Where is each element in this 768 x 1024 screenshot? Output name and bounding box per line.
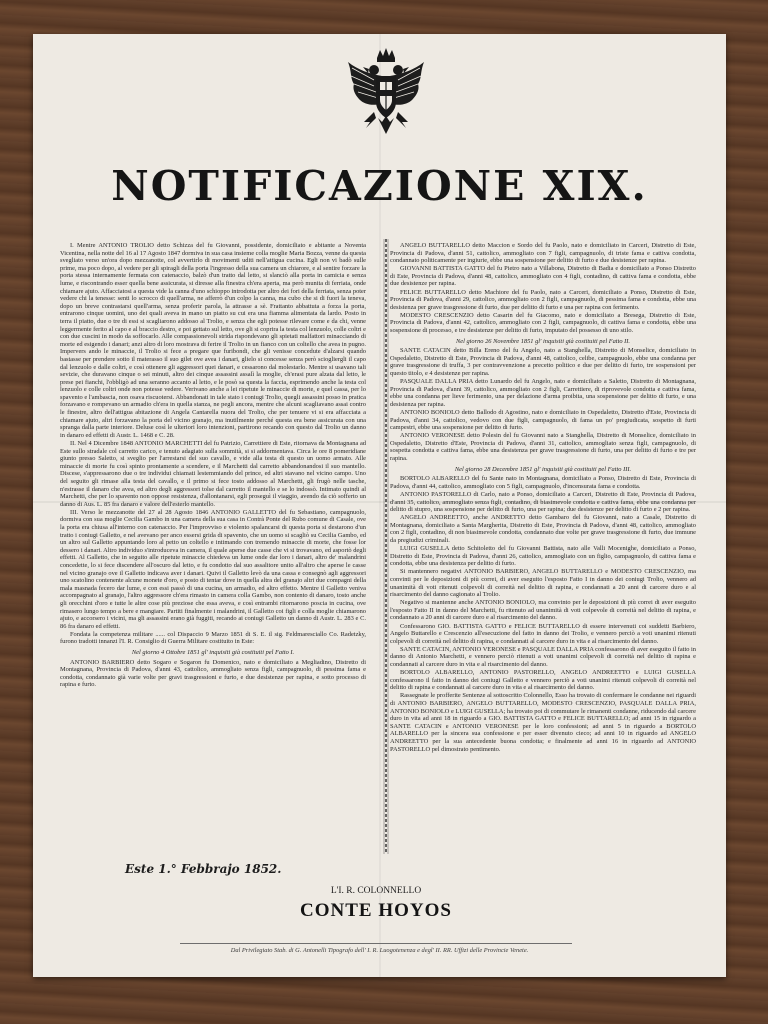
paragraph: Negativo si mantenne anche ANTONIO BONIOLO, ma convinto per le deposizioni di più correi di aver eseguito l'esposto Fatto II in danno del Marchetti, fu ritenuto ad unanimità di voti colpevole di correità nel delitto di rapina, e condannato a 20 anni di carcere duro e al risarcimento del danno. [390,599,696,622]
paragraph: FELICE BUTTARELLO detto Machiore del fu Paolo, nato a Carceri, domiciliato a Ponso, Distretto di Este, Provincia di Padova, d'anni 29, cattolico, ammogliato con 2 figli, campagnuolo, di pessima fama e condotta, ebbe una desistenza per grave trasgressione di furto, due per delitto di furto e una per rapina con ferimento. [390,288,696,311]
right-text-column [390,242,696,854]
left-text-column [60,242,366,854]
paragraph: BORTOLO ALBARELLO del fu Sante nato in Montagnana, domiciliato a Ponso, Distretto di Este, Provincia di Padova, d'anni 44, cattolico, ammogliato con 5 figli, campagnuolo, d'incensurata fama e condotta. [390,475,696,490]
section-heading: Nel giorno 26 Novembre 1851 gl' inquisiti già costituiti pel Fatto II. [455,337,631,345]
paragraph: LUIGI GUSELLA detto Schitoletto del fu Giovanni Battista, nato alle Valli Mocenighe, domiciliato a Ponso, Distretto di Este, Provincia di Padova, d'anni 26, cattolico, ammogliato con un figlio, campagnuolo, di cattiva fama e condotta, ebbe una desistenza per delitto di furto. [390,545,696,568]
paragraph: III. Verso le mezzanotte del 27 al 28 Agosto 1846 ANTONIO GALLETTO del fu Sebastiano, campagnuolo, dormiva con sua moglie Cecilia Gambo in una camera della sua casa in Contrà Ponte del Rubo comune di Casale, ove la porta era chiusa all'interno con catenaccio. Per l'improvviso e violento spalancarsi di questa porta si destarono d'un tratto i coniugi Galletto, e nel avevano per anco essersi grida di spavento, che un uomo si scagliò su Cecilia Gambo, ed un altro sul Galletto appuntando loro al petto un coltello e intimando con tremendo minaccie di morte, che fosse lor dessero i danari. Altro individuo s'introduceva in camera, il quale aperse due casse che vi si trovavano, ed asportò degli effetti. Al Galletto, che in seguito alle ripetute minaccie chiedeva un lume onde dar loro i danari, altro de' malandrini concedette, lo si fece discendere all'oscuro dal letto, e fu condotto dal suo assalitore unito all'altro che aperse le casse nel vicino granajo ove il Galletto indicava aver i danari. Quivi il Galletto levò da una cassa e consegnò agli aggressori uno scatolino contenente alcune monete d'oro, e posto di tentar dove in quella altra del granajo altri due compagni della mala masnada fecero dar lume, e con essi passò di una cucina, un armadio, ed altro effetto. Mentre il Galletto veniva accompagnato al granajo, l'altro aggressore ch'era rimasto in camera colla Gambo, non contento di danaro, tosto anche gli orecchini d'oro e tutte le altre cose più preziose che essa aveva, e così entrambi ritornarono poscia in cucina, ove rimasero lungo tempo a bere e mangiare. Partiti finalmente i malandrini, il Galletto coi figli e colla moglie chiamarono ajuto, e accorsero i vicini, ma gli assassini erano già fuggiti, recando ai coniugi Galletto un danno di Austr. L. 283 e C. 86 fra danaro ed effetti. [60,508,366,630]
paragraph: I. Mentre ANTONIO TROLIO detto Schizza del fu Giovanni, possidente, domiciliato e abitante a Noventa Vicentina, nella notte del 16 al 17 Agosto 1847 dormiva in sua casa insieme colla moglie Maria Bozza, venne da questa svegliato verso un'ora dopo mezzanotte, col avvertirlo di movimenti uditi nell'attigua cucina. Egli non vi badò sulle prime, ma poco dopo, al vedere per gli spiragli della porta l'ingresso della sua camera un chiarore, e al sentire forzare la porta stessa internamente fermata con catenaccio, balzò d'un tratto dal letto, si slanciò alla porta in camicia e senza lume, e riscontrando esser quella bene assicurata, si diresse alla finestra ch'era aperta, ma però munita di ferriata, onde chiamare ajuto. Affacciatosi a questa vide la canna d'uno schioppo introdotta per altro dei fori della ferriata, senza poter vedere chi la tenesse: senti lo scrocco di quell'arma, ne afferrò d'un colpo la canna, ma cubo che si di fuori la teneva, dopo un breve contrastarsi quell'arma, senza proferir parola, la attrasse a sè. Frattanto abbattuta a forza la porta, entrarono cinque uomini, uno dei quali aveva in mano un piatto su cui era una fiamma alimentata da lardo. Posto in terra il piatto, due o tre di essi si scagliarono addosso al Trolio, e senza che egli potesse rilevare come e da chi, venne leggermente ferito al capo e al braccio destro, e poi gettato sul letto, ove gli si coprira la testa col lenzuolo, colle coltri e con due cuscini in modo da soffocarlo. Alle compassionevoli strida rispondevano gli spietati malfattori minacciando di morte ed esigendo i danari; anzi altro di loro mostrava di ferire il Trolio in un fianco con un coltello che avea in pugno. Impervers ando le minaccie, il Trolio si fece a pregare que furibondi, che gli venisse concedute d'alzarsi quando bastasse per prendere sotto il materasso il suo gilet ove avea i danari, glielo si concesse senza però sciogliergli il capo dal lenzuolo e dalle coltri, e così ottenere gli aggressori quei danari, e cessarono dal molestarlo. Mentre si usavano tali sevizie, che duravano cinque o sei minuti, altro dei cinque assassini assalì la moglie, ch'erasi pure alzata dal letto, le prese pei fianchi, l'obbligò ad una seranno accanto al letto, e le posò sa questa la faccia, esprimendo anche la testa col lenzuolo e colle coltri onde non potesse vedere. Verivano anche a lei ripetute le minaccie di morte, e quel cassa, per lo spavento e l'ambascia, non osava riscuotersi. Abbandonati in tale stato i coniugi Trolio, quegli assassini posso in pratica forzavano e rompevano un armadio ch'era in quella stanza, ne pegli ancora, mentre che alcuni scagliavano assai contro le finestre, altro dell'attigua abitazione di Angela Cantarella nuora del Trolio, che per tenuere vi si era affacciata a chiamare ajuto, altri forzavano la porta del vicino granajo, ma inutilmente perché questa era bene assicurata con una spranga dalla parte interiore. Deluse così le ulteriori loro intenzioni, partirono recando con questo dal Trolio un danno in danaro ed effetti di Austr. L. 1468 e C. 28. [60,242,366,439]
paragraph: PASQUALE DALLA PRIA detto Lunardo del fu Angelo, nato e domiciliato a Saletto, Distretto di Montagnana, Provincia di Padova, d'anni 39, cattolico, ammogliato con 2 figli, Carrettiere, di riprovevole condotta e cattiva fama, ebbe una condanna per lieve ferimento, una per delazione d'arma proibita, una sospensione per delitto di furto, e una desistenza per rapina. [390,378,696,408]
paragraph: ANTONIO PASTORELLO di Carlo, nato a Ponso, domiciliato a Carceri, Distretto di Este, Provincia di Padova, d'anni 35, cattolico, ammogliato senza figli, contadino, di biasimevole condotta e cattiva fama, ebbe una condanna per delitto di stupro, una sospensione per delitto di furto, una per rapina; due desistenze per delitto di furto e 2 per rapina. [390,490,696,514]
paragraph: ANGELO ANDREETTO, anche ANDRETTO detto Gambaro del fu Giovanni, nato a Casale, Distretto di Montagnana, domiciliato a Santa Margherita, Distretto di Este, Provincia di Padova, d'anni 48, cattolico, ammogliato con 2 figli, contadino, di non biasimevole condotta, condannato due volte per grave trasgressione di furto, due immune da pregiudizi criminali. [390,514,696,544]
paragraph: ANTONIO BONIOLO detto Ballodo di Agostino, nato e domiciliato in Ospedaletto, Distretto d'Este, Provincia di Padova, d'anni 34, cattolico, vedovo con due figli, campagnuolo, di fama un po' pregiudicata, sospetto di furti campestri, ebbe una sospensione per delitto di furto. [390,408,696,432]
printer-imprint: Dal Privilegiato Stab. di G. Antonelli Tipografo dell' I. R. Luogotenenza e degl' II. RR. Uffizi delle Provincie Venete. [230,947,529,954]
paragraph: SANTE CATACIN detto Billa Ereno del fu Angelo, nato a Stanghella, Distretto di Monselice, domiciliato in Ospedaletto, Distretto di Este, Provincia di Padova, d'anni 48, cattolico, celibe, campagnuolo, ebbe una condanna per grave trasgressione di truffa, 3 per contravvenzione a precetto politico e due per delitto di furto, tre sospensioni per questo titolo, e 4 desistenze per rapina. [390,347,696,377]
double-headed-eagle-icon [346,46,426,138]
paragraph: Si mantennero negativi ANTONIO BARBIERO, ANGELO BUTTARELLO e MODESTO CRESCENZIO, ma convinti per le deposizioni di più correi, di aver eseguito l'esposto Fatto I in danno dei coniugi Trolio, vennero ad unanimità di voti ritenuti colpevoli di correità nel delitto di rapina, e condannati a 20 anni di carcere duro e al risarcimento del danno cagionato al Trolio. [390,568,696,599]
notice-sheet [33,34,726,977]
signatory-rank: L'I. R. COLONNELLO [330,886,422,896]
paragraph: ANGELO BUTTARELLO detto Maccion e Sordo del fu Paolo, nato e domiciliato in Carceri, Distretto di Este, Provincia di Padova, d'anni 51, cattolico, ammogliato con 7 figli, campagnuolo, di triste fama e cattiva condotta, condannato politicamente per ingiurie, ebbe una sospensione per delitto di furto e due desistenze per rapina. [390,242,696,265]
section-heading: Nel giorno 4 Ottobre 1851 gl' inquisiti già costituiti pel Fatto I. [131,648,295,656]
column-divider [382,239,390,854]
paragraph: II. Nel 4 Dicembre 1848 ANTONIO MARCHETTI del fu Patrizio, Carrettiere di Este, ritornava da Montagnana ad Este sullo stradale col carretto carico, e tenuto adagiato sulla sommità, si si addormentava. Circa le ore 8 pomeridiane giunto presso Saletto, si sveglio per l'arrestarsi del suo cavallo, e vide alla testa di questo un uomo armato. Alle minaccie di morte fu così spinto prontamente a scendere, e il Marchetti dal carretto abbandonandosi il suo mantello. Discese, s'appressarono due o tre individui chiamati lestemmiando del prince, ed altri stavano nel vicino campo. Uno del seguito gli rimase alla testa del cavallo, e il primo si fece tosto addosso al Marchetti, gli frugò nelle tasche, n'estrasse il danaro che avea, ed altro degli aggressori tolse dal carretto il mantello e se lo indossò. Intimato quindi al Marchetti, che per lo spavento non oppose resistenza, d'allontanarsi, egli proseguì il viaggio, avendo da ciò sofferto un danno di Aus. L. 85 fra danaro e valore dell'esterlo mantello. [60,439,366,508]
section-heading: Nel giorno 28 Decembre 1851 gl' inquisiti già costituiti pel Fatto III. [454,465,632,473]
signatory-name: CONTE HOYOS [300,900,452,921]
paragraph: ANTONIO BARBIERO detto Sogaro e Sogaron fu Domenico, nato e domiciliato a Megliadino, Distretto di Montagnana, Provincia di Padova, d'anni 43, cattolico, ammogliato senza figli, campagnuolo, di pessima fama e condotta, condannato già varie volte per gravi trasgressioni e furto, e due desistenze per rapina, e sotto processo di rapina e furto. [60,658,366,689]
paragraph: Confessarono GIO. BATTISTA GATTO e FELICE BUTTARELLO di essere intervenuti coi suddetti Barbiero, Angelo Buttarello e Crescenzio all'esecuzione del fatto in danno dei Trolio, e vennero perciò a voti unanimi ritenuti colpevoli di correità nel delitto di rapina, e condannati al carcere duro in vita e al risarcimento del danno. [390,622,696,645]
footer-rule [180,943,572,944]
paragraph: Fondata la competenza militare ...... col Dispaccio 9 Marzo 1851 di S. E. il sig. Feldmaresciallo Co. Radetzky, furono tradotti innanzi l'I. R. Consiglio di Guerra Militare costituito in Este: [60,630,366,646]
paragraph: GIOVANNI BATTISTA GATTO del fu Pietro nato a Villabona, Distretto di Badia e domiciliato a Ponso Distretto di Este, Provincia di Padova, d'anni 48, cattolico, ammogliato con 4 figli, contadino, di cattiva fama e condotta, ebbe due desistenze per rapina. [390,265,696,288]
notice-title: NOTIFICAZIONE XIX. [111,162,648,210]
paragraph: ANTONIO VERONESE detto Polesin del fu Giovanni nato a Stanghella, Distretto di Monselice, domiciliato in Ospedaletto, Distretto d'Este, Provincia di Padova, d'anni 31, cattolico, ammogliato senza figli, campagnuolo, di sospetta condotta e cattiva fama, ebbe una desistenza per grave trasgressione di furto, una per delitto di furto e tre per rapina. [390,432,696,463]
date-line: Este 1.° Febbrajo 1852. [125,862,282,876]
paragraph: SANTE CATACIN, ANTONIO VERONESE e PASQUALE DALLA PRIA confessarono di aver eseguito il fatto in danno di Antonio Marchetti, e vennero perciò ritenuti a voti unanimi colpevoli di correità nel delitto di rapina e condannati al carcere duro in vita e al risarcimento del danno. [390,645,696,668]
paragraph: MODESTO CRESCENZIO detto Casarin del fu Giacomo, nato e domiciliato a Bresega, Distretto di Este, Provincia di Padova, d'anni 42, cattolico, ammogliato con 2 figli, campagnuolo, di cattiva fama e condotta, ebbe una sospensione di processo, e tre desistenze per delitto di furto, imputato del possesso di uno stilo. [390,311,696,335]
paragraph: BORTOLO ALBARELLO, ANTONIO PASTORELLO, ANGELO ANDREETTO e LUIGI GUSELLA confessarono il fatto in danno dei coniugi Galletto e vennero perciò a voti unanimi ritenuti colpevoli di correità nel delitto di rapina e condannati al carcere duro in vita e al risarcimento del danno. [390,669,696,692]
paragraph: Rassegnate le profferite Sentenze al sottoscritto Colonnello, Esso ha trovato di confermare le condanne nei riguardi di ANTONIO BARBIERO, ANGELO BUTTARELLO, MODESTO CRESCENZIO, PASQUALE DALLA PRIA, ANTONIO BONIOLO e LUIGI GUSELLA; ha trovato poi di commutare le rimanenti condanne, riducendo dal carcere duro in vita ad anni 18 in riguardo a GIO. BATTISTA GATTO e FELICE BUTTARELLO; ad anni 15 in riguardo a SANTE CATACIN e ANTONIO VERONESE per le loro confessioni; ad anni 5 in riguardo a BORTOLO ALBARELLO per la sincera sua confessione e per esser divenuto cieco; ad anni 10 in riguardo ad ANGELO ANDREETTO per la sua antecedente buona condotta; e finalmente ad anni 16 in riguardo ad ANTONIO PASTORELLO pel dimostrato pentimento. [390,692,696,753]
